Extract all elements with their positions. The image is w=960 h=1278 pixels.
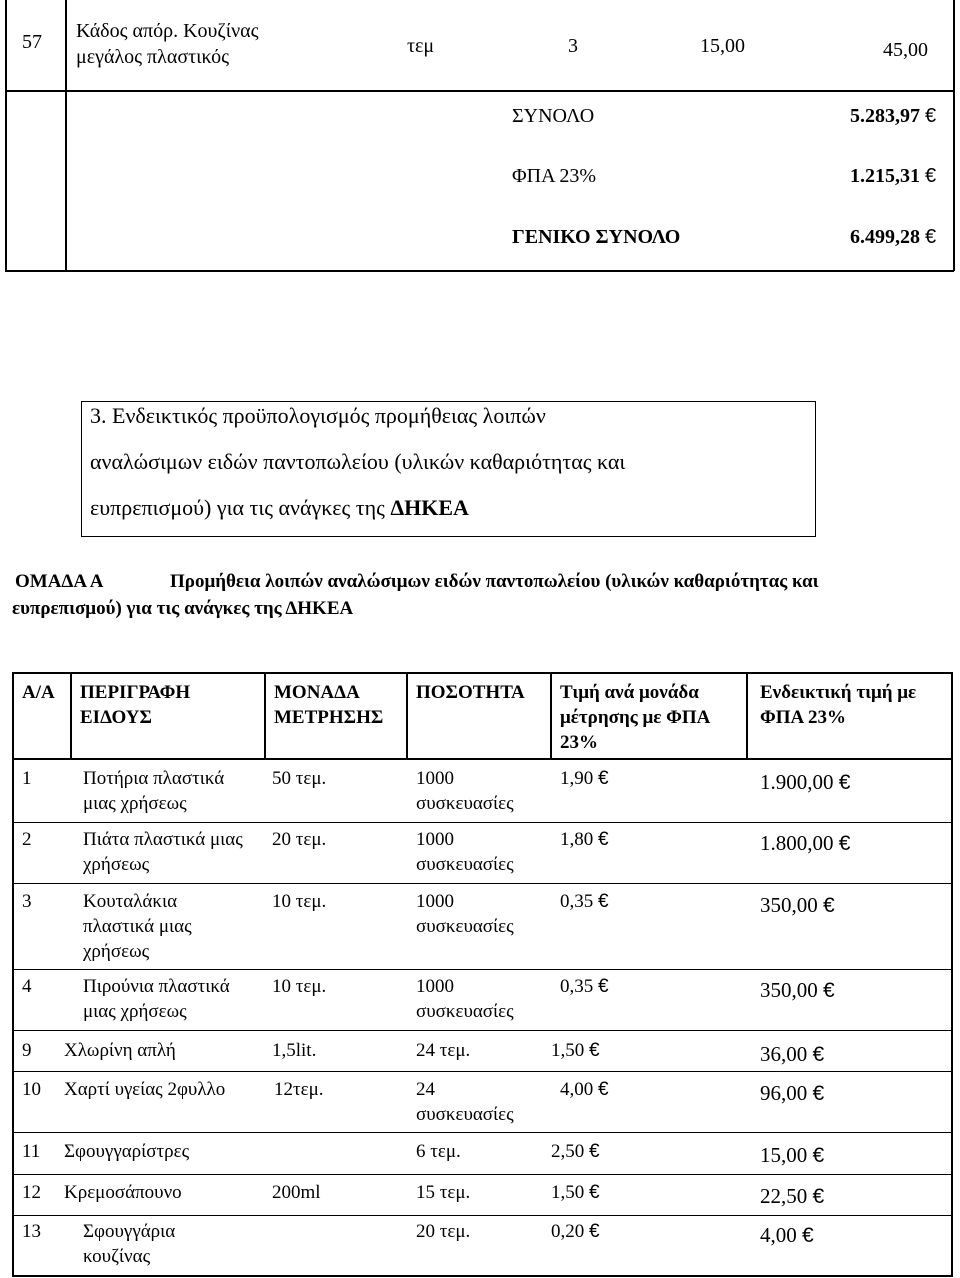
row-number: 12 <box>22 1182 41 1203</box>
row-quantity: 1000 <box>416 829 454 850</box>
section-title-line2: αναλώσιμων ειδών παντοπωλείου (υλικών καθαριότητας και <box>90 449 626 474</box>
row-number: 9 <box>22 1040 32 1061</box>
row-quantity: 1000 <box>416 768 454 789</box>
row-unit-price: 1,50 € <box>551 1182 600 1203</box>
header-total: Ενδεικτική τιμή με <box>760 682 917 703</box>
row-quantity: συσκευασίες <box>416 1104 514 1125</box>
section-title-line3: ευπρεπισμού) για τις ανάγκες της ΔΗΚΕΑ <box>90 495 469 520</box>
header-description: ΠΕΡΙΓΡΑΦΗ <box>80 682 191 703</box>
row-number: 2 <box>22 829 32 850</box>
row-total: 4,00 € <box>760 1223 814 1247</box>
row-unit: 10 τεμ. <box>272 976 327 997</box>
row-description: Ποτήρια πλαστικά <box>83 768 225 789</box>
header-description: ΕΙΔΟΥΣ <box>80 707 152 728</box>
header-unit: ΜΕΤΡΗΣΗΣ <box>274 707 384 728</box>
row-quantity: 24 τεμ. <box>416 1040 471 1061</box>
item-qty: 3 <box>568 35 578 57</box>
vat-value: 1.215,31 € <box>850 165 937 187</box>
row-description: πλαστικά μιας <box>83 916 192 937</box>
header-quantity: ΠΟΣΟΤΗΤΑ <box>416 682 525 703</box>
row-total: 22,50 € <box>760 1184 825 1208</box>
header-unit: ΜΟΝΑΔΑ <box>274 682 360 703</box>
row-unit-price: 1,90 € <box>560 768 609 789</box>
item-description: μεγάλος πλαστικός <box>76 46 230 68</box>
row-quantity: 1000 <box>416 891 454 912</box>
row-description: Σφουγγαρίστρες <box>64 1141 190 1162</box>
row-unit: 1,5lit. <box>272 1040 317 1061</box>
row-unit-price: 4,00 € <box>560 1079 609 1100</box>
row-unit: 10 τεμ. <box>272 891 327 912</box>
row-total: 1.800,00 € <box>760 831 851 855</box>
header-total: ΦΠΑ 23% <box>760 707 846 728</box>
row-total: 15,00 € <box>760 1143 825 1167</box>
summary-value: 5.283,97 € <box>850 105 937 127</box>
row-description: Σφουγγάρια <box>83 1221 176 1242</box>
row-description: χρήσεως <box>83 941 150 962</box>
row-quantity: 6 τεμ. <box>416 1141 461 1162</box>
summary-label: ΣΥΝΟΛΟ <box>512 105 595 127</box>
row-quantity: 15 τεμ. <box>416 1182 471 1203</box>
row-description: Κρεμοσάπουνο <box>64 1182 182 1203</box>
row-description: Πιρούνια πλαστικά <box>83 976 230 997</box>
row-unit-price: 2,50 € <box>551 1141 600 1162</box>
section-title-line1: 3. Ενδεικτικός προϋπολογισμός προμήθειας λοιπών <box>90 403 546 428</box>
item-total: 45,00 <box>883 39 928 61</box>
row-quantity: συσκευασίες <box>416 916 514 937</box>
header-unit-price: μέτρησης με ΦΠΑ <box>560 707 711 728</box>
row-total: 36,00 € <box>760 1042 825 1066</box>
row-total: 96,00 € <box>760 1081 825 1105</box>
row-unit: 50 τεμ. <box>272 768 327 789</box>
grand-total-value: 6.499,28 € <box>850 226 937 248</box>
row-quantity: 1000 <box>416 976 454 997</box>
row-quantity: 24 <box>416 1079 435 1100</box>
row-number: 57 <box>22 31 42 53</box>
row-number: 10 <box>22 1079 41 1100</box>
row-number: 1 <box>22 768 32 789</box>
row-unit-price: 0,20 € <box>551 1221 600 1242</box>
row-number: 4 <box>22 976 32 997</box>
row-description: Χαρτί υγείας 2φυλλο <box>64 1079 226 1100</box>
row-total: 1.900,00 € <box>760 770 851 794</box>
row-unit: 20 τεμ. <box>272 829 327 850</box>
item-unit: τεμ <box>407 35 435 57</box>
header-unit-price: 23% <box>560 732 598 753</box>
group-text: Προμήθεια λοιπών αναλώσιμων ειδών παντοπωλείου (υλικών καθαριότητας και <box>170 571 819 592</box>
row-quantity: συσκευασίες <box>416 854 514 875</box>
header-aa: Α/Α <box>22 682 55 703</box>
row-unit-price: 1,50 € <box>551 1040 600 1061</box>
row-quantity: συσκευασίες <box>416 793 514 814</box>
row-quantity: συσκευασίες <box>416 1001 514 1022</box>
row-description: Πιάτα πλαστικά μιας <box>83 829 243 850</box>
row-number: 13 <box>22 1221 41 1242</box>
row-unit: 12τεμ. <box>274 1079 324 1100</box>
grand-total-label: ΓΕΝΙΚΟ ΣΥΝΟΛΟ <box>512 226 681 248</box>
row-unit: 200ml <box>272 1182 321 1203</box>
header-unit-price: Τιμή ανά μονάδα <box>560 682 699 703</box>
row-description: Κουταλάκια <box>83 891 178 912</box>
row-unit-price: 0,35 € <box>560 976 609 997</box>
row-unit-price: 0,35 € <box>560 891 609 912</box>
group-text: ευπρεπισμού) για τις ανάγκες της ΔΗΚΕΑ <box>12 598 354 619</box>
group-label: ΟΜΑΔΑ Α <box>15 571 104 592</box>
row-description: μιας χρήσεως <box>83 793 187 814</box>
item-description: Κάδος απόρ. Κουζίνας <box>76 20 259 42</box>
row-total: 350,00 € <box>760 978 835 1002</box>
item-unit-price: 15,00 <box>700 35 745 57</box>
row-number: 3 <box>22 891 32 912</box>
row-total: 350,00 € <box>760 893 835 917</box>
row-description: Χλωρίνη απλή <box>64 1040 176 1061</box>
row-unit-price: 1,80 € <box>560 829 609 850</box>
row-description: χρήσεως <box>83 854 150 875</box>
row-description: κουζίνας <box>83 1246 151 1267</box>
vat-label: ΦΠΑ 23% <box>512 165 597 187</box>
row-quantity: 20 τεμ. <box>416 1221 471 1242</box>
row-description: μιας χρήσεως <box>83 1001 187 1022</box>
row-number: 11 <box>22 1141 41 1162</box>
